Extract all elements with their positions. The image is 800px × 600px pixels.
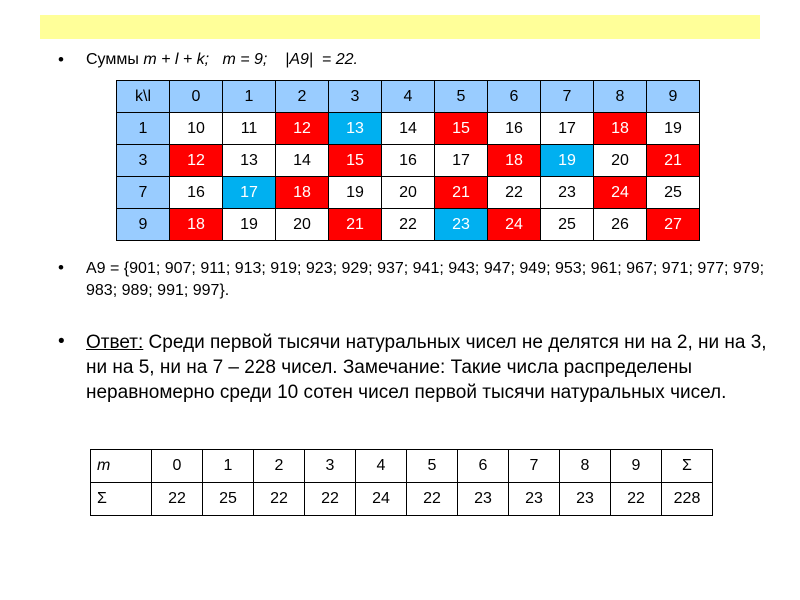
m-table-header-cell: 0: [152, 450, 203, 483]
a9-set: A9 = {901; 907; 911; 913; 919; 923; 929; 937; 941; 943; 947; 949; 953; 961; 967; 971; 977; 979; 983; 989; 991; 997}.: [86, 260, 765, 299]
sum-table-cell: 19: [647, 113, 700, 145]
sum-table-cell: 25: [541, 209, 594, 241]
sum-table-col-header: 6: [488, 81, 541, 113]
m-table-header-cell: 1: [203, 450, 254, 483]
m-table-header-cell: 5: [407, 450, 458, 483]
m-table-header-cell: Σ: [662, 450, 713, 483]
sum-table-cell: 27: [647, 209, 700, 241]
sum-table-row-header: 9: [117, 209, 170, 241]
sum-table-cell: 20: [276, 209, 329, 241]
answer-paragraph: [86, 330, 786, 405]
m-table-header-cell: 2: [254, 450, 305, 483]
m-table-sum-cell: 22: [254, 483, 305, 516]
sum-table-col-header: 3: [329, 81, 382, 113]
sum-table-cell: 18: [488, 145, 541, 177]
sum-table-cell: 24: [488, 209, 541, 241]
m-table-header-row: [91, 450, 713, 483]
sum-table-cell: 18: [170, 209, 223, 241]
sum-description: [86, 51, 358, 69]
m-table-header-cell: 7: [509, 450, 560, 483]
sum-table-cell: 23: [541, 177, 594, 209]
m-table-sum-label: Σ: [91, 483, 152, 516]
sum-table-cell: 16: [382, 145, 435, 177]
m-table-sum-cell: 22: [407, 483, 458, 516]
sum-table-cell: 12: [170, 145, 223, 177]
m-table-header-cell: 4: [356, 450, 407, 483]
answer-text: Среди первой тысячи натуральных чисел не делятся ни на 2, ни на 3, ни на 5, ни на 7 – 228 чисел. Замечание: Такие числа распределены неравномерно среди 10 сотен чисел первой тысячи натуральных чисел.: [86, 332, 767, 403]
sum-table-cell: 21: [435, 177, 488, 209]
sum-table-col-header: 5: [435, 81, 488, 113]
sum-table-col-header: 0: [170, 81, 223, 113]
sum-table-cell: 18: [276, 177, 329, 209]
sum-table-cell: 25: [647, 177, 700, 209]
bullet-1: •: [58, 50, 64, 69]
m-value: m = 9;: [222, 51, 268, 68]
sum-table-cell: 20: [594, 145, 647, 177]
sum-table-col-header: 9: [647, 81, 700, 113]
m-table-sum-cell: 25: [203, 483, 254, 516]
bullet-2: •: [58, 258, 64, 277]
sum-table-col-header: 2: [276, 81, 329, 113]
sum-table-row: [117, 113, 700, 145]
sum-table-row-header: 7: [117, 177, 170, 209]
sum-table-cell: 19: [223, 209, 276, 241]
sum-table-cell: 14: [276, 145, 329, 177]
m-table-sum-cell: 24: [356, 483, 407, 516]
sum-table-row: [117, 145, 700, 177]
sum-table-cell: 21: [329, 209, 382, 241]
m-table-sum-row: [91, 483, 713, 516]
sum-table-cell: 17: [541, 113, 594, 145]
m-table-sum-cell: 23: [509, 483, 560, 516]
sum-table-cell: 23: [435, 209, 488, 241]
sum-table-cell: 17: [435, 145, 488, 177]
sum-table-row-header: 1: [117, 113, 170, 145]
sum-table-row: [117, 209, 700, 241]
m-table-label: m: [91, 450, 152, 483]
m-table-header-cell: 9: [611, 450, 662, 483]
sum-table-header-row: [117, 81, 700, 113]
bullet-3: •: [58, 331, 65, 352]
sum-table-cell: 19: [329, 177, 382, 209]
sum-table-col-header: 1: [223, 81, 276, 113]
sum-table-cell: 17: [223, 177, 276, 209]
m-table-header-cell: 3: [305, 450, 356, 483]
sum-table-cell: 10: [170, 113, 223, 145]
m-table-header-cell: 8: [560, 450, 611, 483]
sum-table-corner: k\l: [117, 81, 170, 113]
m-table-sum-cell: 22: [305, 483, 356, 516]
sum-table-cell: 20: [382, 177, 435, 209]
sum-table-cell: 18: [594, 113, 647, 145]
sum-table-cell: 16: [488, 113, 541, 145]
sum-table-cell: 13: [223, 145, 276, 177]
sum-table-cell: 12: [276, 113, 329, 145]
m-table-sum-cell: 22: [152, 483, 203, 516]
sum-table-cell: 19: [541, 145, 594, 177]
sum-prefix: Суммы: [86, 51, 144, 68]
sum-table: [116, 80, 700, 241]
title-bar: [40, 15, 760, 39]
sum-table-row-header: 3: [117, 145, 170, 177]
sum-table-cell: 15: [435, 113, 488, 145]
sum-table-col-header: 4: [382, 81, 435, 113]
sum-table-col-header: 7: [541, 81, 594, 113]
sum-table-cell: 26: [594, 209, 647, 241]
m-table-sum-cell: 23: [458, 483, 509, 516]
m-table-sum-cell: 228: [662, 483, 713, 516]
sum-table-cell: 22: [488, 177, 541, 209]
sum-table-col-header: 8: [594, 81, 647, 113]
sum-formula: m + l + k;: [143, 51, 210, 68]
m-table-sum-cell: 22: [611, 483, 662, 516]
sum-table-cell: 11: [223, 113, 276, 145]
a9-size: |A9| = 22.: [285, 51, 358, 68]
sum-table-row: [117, 177, 700, 209]
sum-table-cell: 13: [329, 113, 382, 145]
sum-table-cell: 24: [594, 177, 647, 209]
m-table-header-cell: 6: [458, 450, 509, 483]
sum-table-cell: 21: [647, 145, 700, 177]
sum-table-cell: 22: [382, 209, 435, 241]
m-table-sum-cell: 23: [560, 483, 611, 516]
answer-label: Ответ:: [86, 332, 144, 353]
sum-table-cell: 16: [170, 177, 223, 209]
m-distribution-table: [90, 449, 713, 516]
sum-table-cell: 14: [382, 113, 435, 145]
sum-table-cell: 15: [329, 145, 382, 177]
